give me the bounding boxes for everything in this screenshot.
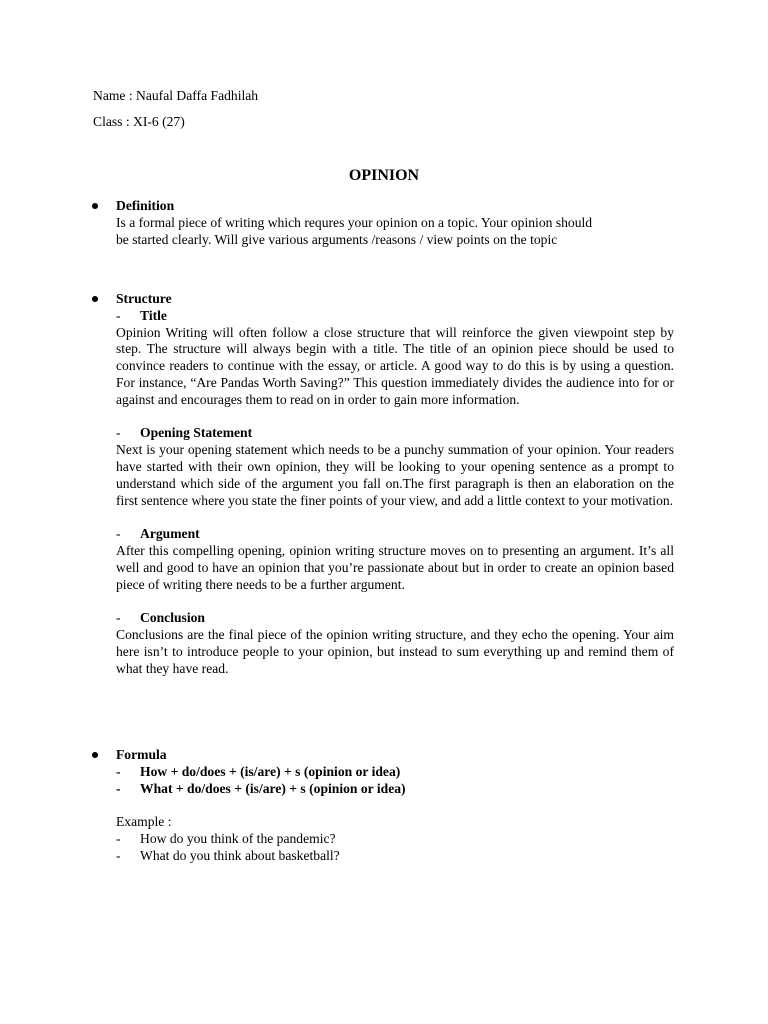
dash-marker: - bbox=[116, 830, 121, 846]
example-item-text: What do you think about basketball? bbox=[140, 847, 340, 863]
dash-marker: - bbox=[116, 847, 121, 863]
bullet-icon bbox=[92, 203, 98, 209]
definition-section bbox=[116, 198, 674, 248]
dash-marker: - bbox=[116, 610, 121, 626]
title-paragraph: Opinion Writing will often follow a close structure that will reinforce the given viewpoint step by step. The structure will always begin with a title. The title of an opinion piece should be used to convince readers to continue with the essay, or article. A good way to do this is by using a question. For instance, “Are Pandas Worth Saving?” This question immediately divides the audience into for or against and encourages them to read on in order to gain more information. bbox=[116, 324, 674, 407]
conclusion-subheading-label: Conclusion bbox=[140, 610, 205, 626]
opening-subheading-label: Opening Statement bbox=[140, 425, 253, 441]
argument-subheading bbox=[116, 526, 674, 543]
page-title: OPINION bbox=[348, 167, 420, 184]
example-item bbox=[116, 848, 674, 865]
definition-heading: Definition bbox=[116, 198, 175, 213]
conclusion-subheading bbox=[116, 610, 674, 627]
structure-heading: Structure bbox=[116, 291, 172, 306]
definition-line-2: be started clearly. Will give various arguments /reasons / view points on the topic bbox=[116, 231, 558, 247]
formula-item-text: How + do/does + (is/are) + s (opinion or idea) bbox=[140, 763, 401, 779]
formula-item bbox=[116, 781, 674, 798]
dash-marker: - bbox=[116, 425, 121, 441]
title-subheading bbox=[116, 308, 674, 325]
definition-line-1: Is a formal piece of writing which requres your opinion on a topic. Your opinion should bbox=[116, 214, 593, 230]
dash-marker: - bbox=[116, 780, 121, 796]
student-name: Name : Naufal Daffa Fadhilah bbox=[93, 88, 259, 103]
formula-item-text: What + do/does + (is/are) + s (opinion or idea) bbox=[140, 780, 406, 796]
example-label: Example : bbox=[116, 814, 172, 830]
dash-marker: - bbox=[116, 307, 121, 323]
structure-section bbox=[116, 291, 674, 677]
formula-item bbox=[116, 764, 674, 781]
dash-marker: - bbox=[116, 763, 121, 779]
formula-heading: Formula bbox=[116, 747, 167, 762]
conclusion-paragraph: Conclusions are the final piece of the opinion writing structure, and they echo the opening. Your aim here isn’t to introduce people to your opinion, but instead to sum everything up and remind them of what they have read. bbox=[116, 626, 674, 676]
dash-marker: - bbox=[116, 526, 121, 542]
bullet-icon bbox=[92, 752, 98, 758]
argument-paragraph: After this compelling opening, opinion writing structure moves on to presenting an argument. It’s all well and good to have an opinion that you’re passionate about but in order to create an opinion based piece of writing there needs to be a further argument. bbox=[116, 542, 674, 592]
formula-section bbox=[116, 747, 674, 865]
title-subheading-label: Title bbox=[140, 307, 167, 323]
argument-subheading-label: Argument bbox=[140, 526, 200, 542]
example-item bbox=[116, 831, 674, 848]
opening-subheading bbox=[116, 425, 674, 442]
bullet-icon bbox=[92, 296, 98, 302]
opening-paragraph: Next is your opening statement which needs to be a punchy summation of your opinion. Your readers have started with their own opinion, they will be looking to your opening sentence as a prompt to understand which side of the argument you fall on.The first paragraph is then an elaboration on the first sentence where you state the finer points of your view, and add a little context to your motivation. bbox=[116, 442, 674, 508]
student-class: Class : XI-6 (27) bbox=[93, 114, 185, 129]
example-item-text: How do you think of the pandemic? bbox=[140, 830, 336, 846]
